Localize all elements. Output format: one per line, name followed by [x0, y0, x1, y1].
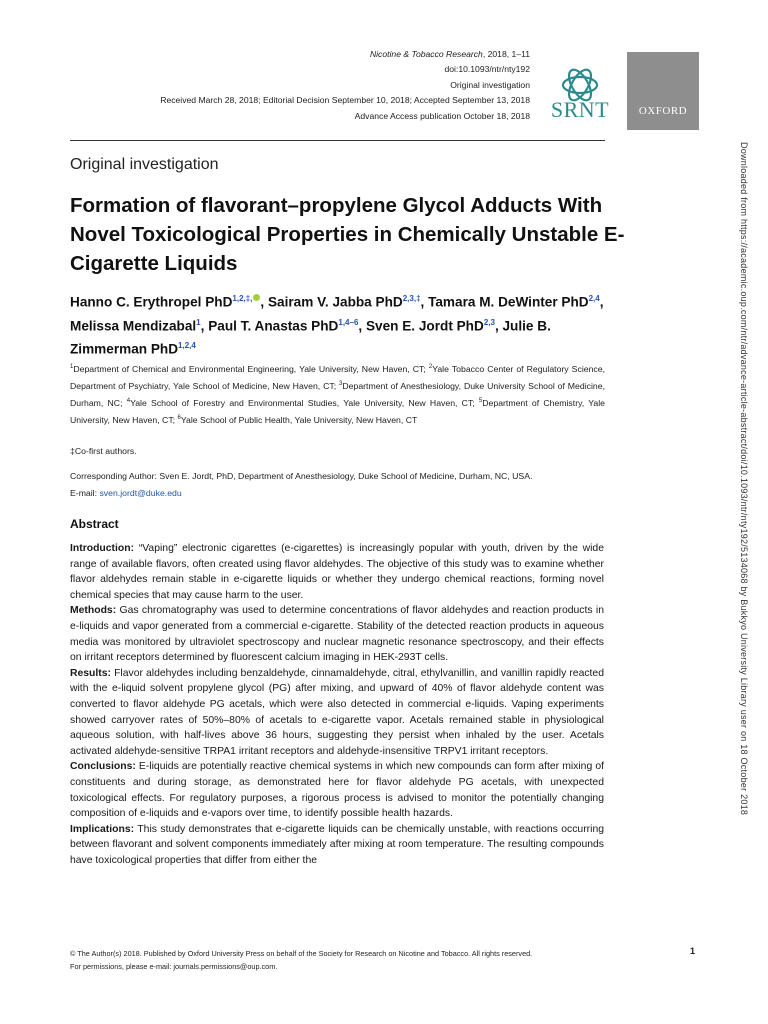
abstract-section-text: “Vaping” electronic cigarettes (e-cigarettes) is increasingly popular with youth, driven by the wide range of available flavors, often created using flavor aldehydes. The objective of this study was to examine whether flavor aldehydes remain stable in e-cigarette liquids or whether they undergo chemical reactions, forming novel chemical species that may cause harm to the user.	[70, 543, 604, 601]
affiliation-number: 4	[126, 398, 131, 405]
page-number: 1	[690, 946, 696, 956]
author-affiliation-sup: 1,2,4	[178, 341, 196, 351]
affiliation-text: Department of Chemistry, Yale University, New Haven, CT;	[70, 398, 606, 426]
abstract-section	[70, 603, 604, 665]
abstract-heading: Abstract	[70, 517, 119, 531]
abstract-section	[70, 822, 604, 869]
journal-name[interactable]: Nicotine & Tobacco Research	[369, 49, 483, 59]
abstract-section-label: Conclusions:	[70, 761, 136, 773]
corresponding-text: Corresponding Author: Sven E. Jordt, PhD, Department of Anesthesiology, Duke School of Medicine, Durham, NC, USA.	[70, 471, 533, 481]
journal-year-pages: , 2018, 1–11	[482, 49, 530, 59]
affiliation-text: Yale School of Forestry and Environmental Studies, Yale University, New Haven, CT;	[130, 398, 479, 409]
abstract-section-label: Implications:	[70, 823, 135, 835]
oxford-logo-text: OXFORD	[638, 105, 688, 117]
article-dates: Received March 28, 2018; Editorial Decision September 10, 2018; Accepted September 13, 2018	[160, 95, 530, 106]
author-separator: ,	[260, 294, 268, 310]
author-separator: ,	[420, 294, 429, 310]
author-affiliation-sup: 1	[196, 317, 201, 327]
author-name[interactable]: Sairam V. Jabba PhD	[267, 294, 403, 310]
author-affiliation-sup: 2,3	[483, 317, 495, 327]
abstract-section	[70, 541, 604, 603]
affiliation-text: Department of Chemical and Environmental Engineering, Yale University, New Haven, CT;	[73, 363, 429, 374]
article-type: Original investigation	[450, 79, 530, 90]
affiliation-number: 5	[478, 398, 483, 405]
abstract-section-label: Methods:	[70, 605, 117, 617]
affiliation-number: 1	[70, 364, 74, 370]
affiliation-number: 3	[339, 381, 343, 388]
oxford-logo[interactable]	[627, 52, 699, 130]
abstract-section-text: E-liquids are potentially reactive chemical systems in which new compounds can form after mixing of constituents and during storage, as demonstrated here for flavor aldehyde PG acetals, with unexpected toxicological effects. For regulatory purposes, a rigorous process is advised to monitor the potentially changing composition of e-liquids and e-vapors over time, to identify possible health hazards.	[70, 761, 604, 820]
author-affiliation-sup: 2,3,‡	[402, 294, 421, 303]
author-name[interactable]: Tamara M. DeWinter PhD	[428, 294, 589, 310]
header-meta	[160, 47, 530, 124]
affiliation-number: 6	[177, 415, 181, 422]
abstract-section-text: Flavor aldehydes including benzaldehyde, cinnamaldehyde, citral, ethylvanillin, and vanillin rapidly reacted with the e-liquid solvent propylene glycol (PG) after mixing, and upward of 40% of flavor aldehyde content was converted to flavor aldehyde PG acetals, which were also detected in commercial e-liquids. Vaping experiments showed carryover rates of 50%–80% of acetals to e-cigarette vapor. Acetals remained stable in physiological aqueous solution, with half-lives above 36 hours, suggesting they persist when inhaled by the user. Acetals activated aldehyde-sensitive TRPA1 irritant receptors and aldehyde-insensitive TRPV1 irritant receptors.	[70, 667, 604, 757]
journal-citation	[160, 47, 530, 62]
affiliations	[70, 360, 605, 428]
abstract-section-label: Results:	[70, 667, 111, 679]
author-affiliation-sup: 1,2,‡,	[232, 294, 253, 303]
author-name[interactable]: Julie B. Zimmerman PhD	[70, 318, 551, 357]
author-affiliation-sup: 2,4	[588, 294, 600, 303]
cofirst-note: ‡Co-first authors.	[70, 446, 137, 456]
email-label: E-mail:	[70, 488, 100, 498]
author-separator: ,	[599, 294, 604, 310]
abstract-section-text: This study demonstrates that e-cigarette liquids can be chemically unstable, with reactions occurring between flavorant and solvent components immediately after mixing at room temperature. The resulting compounds have toxicological properties that differ from either the	[70, 823, 604, 866]
affiliation-text: Yale Tobacco Center of Regulatory Science, Department of Psychiatry, Yale School of Medicine, New Haven, CT;	[70, 363, 605, 391]
srnt-logo[interactable]: SRNT	[550, 97, 610, 122]
abstract-section	[70, 759, 604, 821]
download-note: Downloaded from https://academic.oup.com/ntr/advance-article-abstract/doi/10.1093/ntr/nty192/5134068 by Bukkyo University Library user on 18 October 2018	[739, 142, 749, 816]
affiliation-text: Yale School of Public Health, Yale University, New Haven, CT	[180, 415, 418, 426]
affiliation-number: 2	[428, 364, 433, 370]
abstract-section-text: Gas chromatography was used to determine concentrations of flavor aldehydes and reaction products in e-liquids and vapor generated from a commercial e-cigarette. Stability of the detected reaction products in aqueous media was monitored by ultraviolet spectroscopy and nuclear magnetic resonance spectroscopy, and their effects on irritant receptors determined by fluorescent calcium imaging in HEK-293T cells.	[70, 605, 604, 664]
author-separator: ,	[358, 318, 366, 334]
copyright-line: © The Author(s) 2018. Published by Oxford University Press on behalf of the Society for Research on Nicotine and Tobacco. All rights reserved.	[70, 949, 533, 958]
article-title: Formation of flavorant–propylene Glycol Adducts With Novel Toxicological Properties in Chemically Unstable E-Cigarette Liquids	[70, 194, 625, 275]
author-name[interactable]: Sven E. Jordt PhD	[365, 318, 484, 334]
download-sidebar	[736, 142, 750, 882]
author-list	[70, 289, 615, 360]
footer	[70, 947, 610, 973]
author-name[interactable]: Melissa Mendizabal	[70, 318, 197, 334]
email-line	[70, 485, 610, 502]
doi[interactable]: doi:10.1093/ntr/nty192	[444, 64, 530, 75]
author-separator: ,	[494, 318, 503, 334]
abstract-section-label: Introduction:	[70, 543, 135, 554]
email-link[interactable]: sven.jordt@duke.edu	[99, 488, 182, 498]
permissions-line: For permissions, please e-mail: journals.permissions@oup.com.	[70, 962, 278, 971]
abstract-body	[70, 541, 604, 868]
abstract-section	[70, 666, 604, 760]
affiliation-text: Department of Anesthesiology, Duke University School of Medicine, Durham, NC;	[70, 380, 605, 409]
section-type: Original investigation	[70, 156, 219, 173]
header-divider	[70, 140, 605, 141]
author-name[interactable]: Paul T. Anastas PhD	[208, 318, 339, 334]
corresponding-author	[70, 468, 610, 502]
author-affiliation-sup: 1,4–6	[338, 317, 359, 327]
author-name[interactable]: Hanno C. Erythropel PhD	[70, 294, 233, 310]
advance-access: Advance Access publication October 18, 2018	[354, 110, 530, 121]
author-separator: ,	[200, 318, 209, 334]
